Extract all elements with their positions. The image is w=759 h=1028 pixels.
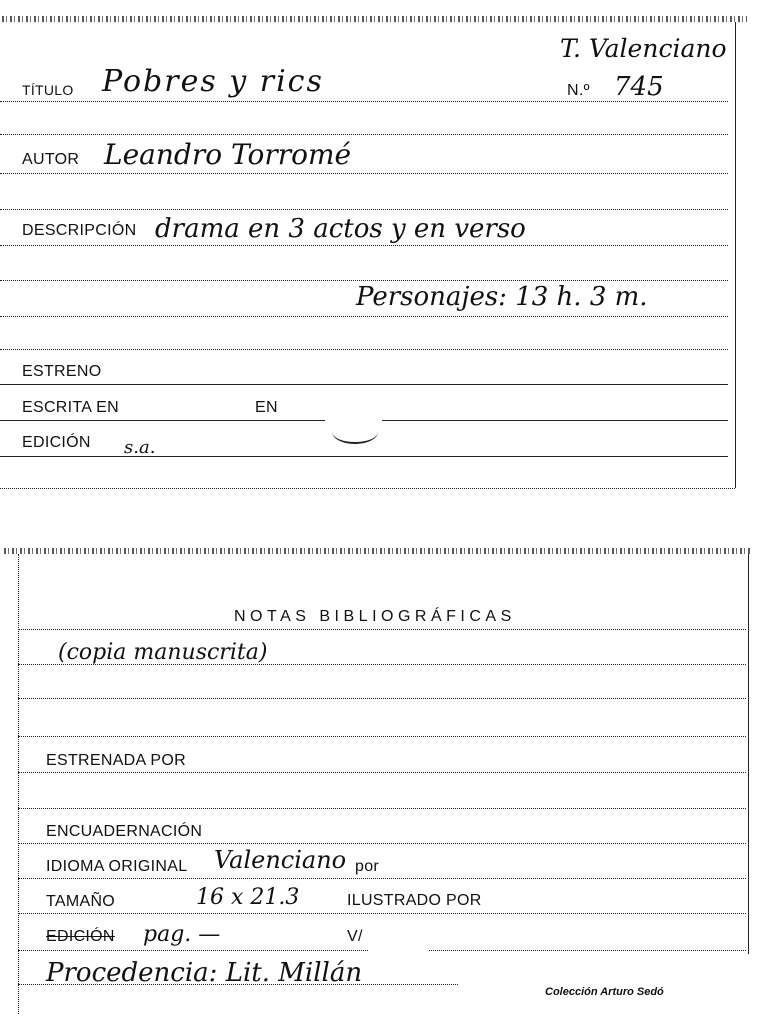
idioma-handwritten: Valenciano xyxy=(214,846,347,874)
card-bottom-right-border xyxy=(748,554,749,954)
va-label: V/ xyxy=(347,928,363,945)
rule xyxy=(0,349,728,350)
ilustrado-por-label: ILUSTRADO POR xyxy=(347,892,482,909)
descripcion-label: DESCRIPCIÓN xyxy=(22,222,137,239)
rule xyxy=(0,420,325,421)
rule xyxy=(382,420,728,421)
titulo-label: TÍTULO xyxy=(22,82,74,98)
por-label: por xyxy=(355,858,380,875)
rule xyxy=(0,134,728,135)
paginas-handwritten: pag. — xyxy=(143,922,221,947)
titulo-handwritten: Pobres y rics xyxy=(102,64,324,99)
estreno-label: ESTRENO xyxy=(22,363,102,380)
rule xyxy=(18,878,746,879)
rule xyxy=(0,280,728,281)
autor-handwritten: Leandro Torromé xyxy=(104,138,352,171)
encuadernacion-label: ENCUADERNACIÓN xyxy=(46,823,203,840)
descripcion-handwritten: drama en 3 actos y en verso xyxy=(155,214,526,244)
numero-label: N.º xyxy=(567,82,590,99)
edicion-handwritten: s.a. xyxy=(124,437,156,458)
catalog-card-bottom xyxy=(0,540,759,1028)
card-top-torn-edge xyxy=(2,16,747,22)
rule xyxy=(18,736,746,737)
tamano-handwritten: 16 x 21.3 xyxy=(196,885,300,910)
numero-handwritten: 745 xyxy=(614,72,664,102)
rule xyxy=(18,698,746,699)
rule xyxy=(0,173,728,174)
rule xyxy=(18,808,746,809)
personajes-handwritten: Personajes: 13 h. 3 m. xyxy=(356,282,648,312)
card-bottom-torn-edge xyxy=(4,548,752,554)
seal-mark xyxy=(332,420,378,444)
autor-label: AUTOR xyxy=(22,151,80,168)
rule xyxy=(0,316,728,317)
teatro-tag-handwritten: T. Valenciano xyxy=(560,34,727,63)
rule xyxy=(0,488,735,489)
erased-area xyxy=(368,922,428,978)
procedencia-handwritten: Procedencia: Lit. Millán xyxy=(46,958,363,988)
rule xyxy=(0,209,728,210)
escrita-en-label: ESCRITA EN xyxy=(22,399,119,416)
card-top-right-border xyxy=(735,22,736,488)
idioma-original-label: IDIOMA ORIGINAL xyxy=(46,858,188,875)
rule xyxy=(18,843,746,844)
tamano-label: TAMAÑO xyxy=(46,893,116,910)
rule xyxy=(18,913,746,914)
collection-credit: Colección Arturo Sedó xyxy=(545,986,664,998)
nota-handwritten: (copia manuscrita) xyxy=(58,640,268,665)
edicion-label-bottom: EDICIÓN xyxy=(46,928,115,945)
rule xyxy=(0,456,728,457)
notas-bibliograficas-heading: NOTAS BIBLIOGRÁFICAS xyxy=(234,608,516,625)
rule xyxy=(0,245,728,246)
edicion-label: EDICIÓN xyxy=(22,434,91,451)
catalog-card-top xyxy=(0,0,759,492)
rule xyxy=(0,384,728,385)
card-bottom-left-border xyxy=(18,554,19,1014)
rule xyxy=(18,629,746,630)
rule xyxy=(18,772,746,773)
en-label: EN xyxy=(255,399,278,416)
estrenada-por-label: ESTRENADA POR xyxy=(46,752,186,769)
